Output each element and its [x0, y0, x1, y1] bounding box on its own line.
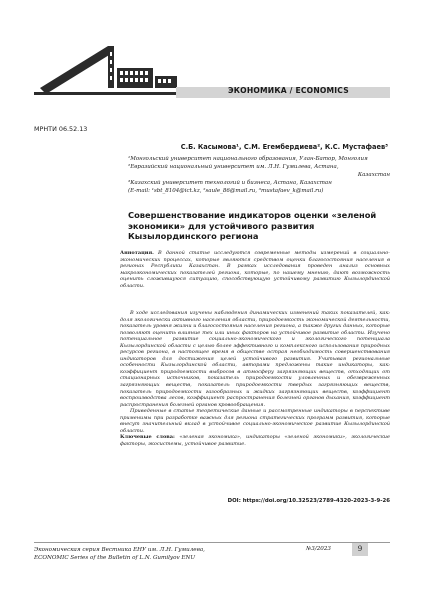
footer-divider: [34, 542, 390, 543]
page-number: 9: [352, 543, 368, 556]
body-block: [120, 310, 390, 447]
abstract-text: В данной статье исследуются современные методы измерений в социально-экономических процессах, которые являются средством оценки благосостояния населения в регионах Республики Казахстан. В рамках исследования проведен анализ основных макроэкономических показателей региона, которые, по нашему мнению, дают возможность оценить сложившуюся ситуацию, способствующую устойчивому развитию Кызылординской области.: [120, 250, 390, 289]
mrnti-code: МРНТИ 06.52.13: [34, 125, 88, 133]
affiliation-emails: (E-mail: ¹sbt_8104@ict.kz, ²saule_86@mail.ru, ³mustafaev_k@mail.ru): [128, 188, 324, 194]
footer-journal-ru: Экономическая серия Вестника ЕНУ им. Л.Н. Гумилева,: [34, 547, 205, 553]
keywords-label: Ключевые слова:: [120, 434, 175, 441]
body-paragraph-2: Приведенные в статье теоретические данные и рассмотренные индикаторы в перспективе применимы при разработке важных для региона стратегических программ развития, которые внесут значительный вклад в устойчивое социально-экономическое развитие Кызылординской области.: [120, 408, 390, 434]
keywords-text: «зеленая экономика», индикаторы «зеленой экономики», экологические факторы, экосистемы, устойчивое развитие.: [120, 434, 390, 447]
article-title: Совершенствование индикаторов оценки «зеленой экономики» для устойчивого развития Кызылординского региона: [128, 210, 377, 242]
affiliation-3: ³Казахский университет технологий и бизнеса, Астана, Казахстан: [128, 180, 332, 186]
doi-link[interactable]: DOI: https://doi.org/10.32523/2789-4320-2023-3-9-26: [227, 498, 390, 504]
body-paragraph-1: В ходе исследования изучены наблюдения динамических изменений таких показателей, как: доля экологически активного населения области, природоемкость экономической деятельности, показатель уровня жизни и благосостояния населения региона, а также других данных, которые позволяют оценить влияние тех или иных факторов на устойчивое развитие области. Изучено потенциальное развитие социально-экономического и экологического потенциала Кызылординской области с целью более эффективного и комплексного использования природных ресурсов региона, в настоящее время в обществе острая необходимость совершенствования индикаторов для достижения целей устойчивого развития. Учитывая региональные особенности Кызылординской области, авторами предложены такие индикаторы, как: коэффициент природоемкости выбросов в атмосферу загрязняющих веществ, отходящих от стационарных источников, показатель природоемкости уловленных и обезвреженных загрязняющих веществ, показатель природоемкости твердых загрязняющих веществ, показатель природоемкости газообразных и жидких загрязняющих веществ, коэффициент воспроизводства лесов, коэффициент распространения болезней органов дыхания, коэффициент распространения болезней органов кровообращения.: [120, 310, 390, 408]
affiliation-2-country: Казахстан: [357, 172, 390, 178]
university-building-logo: [34, 38, 184, 104]
issue-number: №3/2023: [306, 546, 331, 552]
authors-line: С.Б. Касымова¹, С.М. Егембердиева², К.С. Мустафаев³: [180, 143, 388, 151]
affiliation-1: ¹Монгольский университет национального образования, Улан-Батор, Монголия: [128, 156, 368, 162]
affiliation-2: ²Евразийский национальный университет им. Л.Н. Гумилева, Астана,: [128, 164, 339, 170]
abstract-block: [120, 250, 390, 289]
abstract-label: Аннотация.: [120, 250, 154, 256]
footer-journal-en: ECONOMIC Series of the Bulletin of L.N. Gumilyov ENU: [34, 555, 196, 561]
section-title: ЭКОНОМИКА / ECONOMICS: [228, 86, 349, 95]
